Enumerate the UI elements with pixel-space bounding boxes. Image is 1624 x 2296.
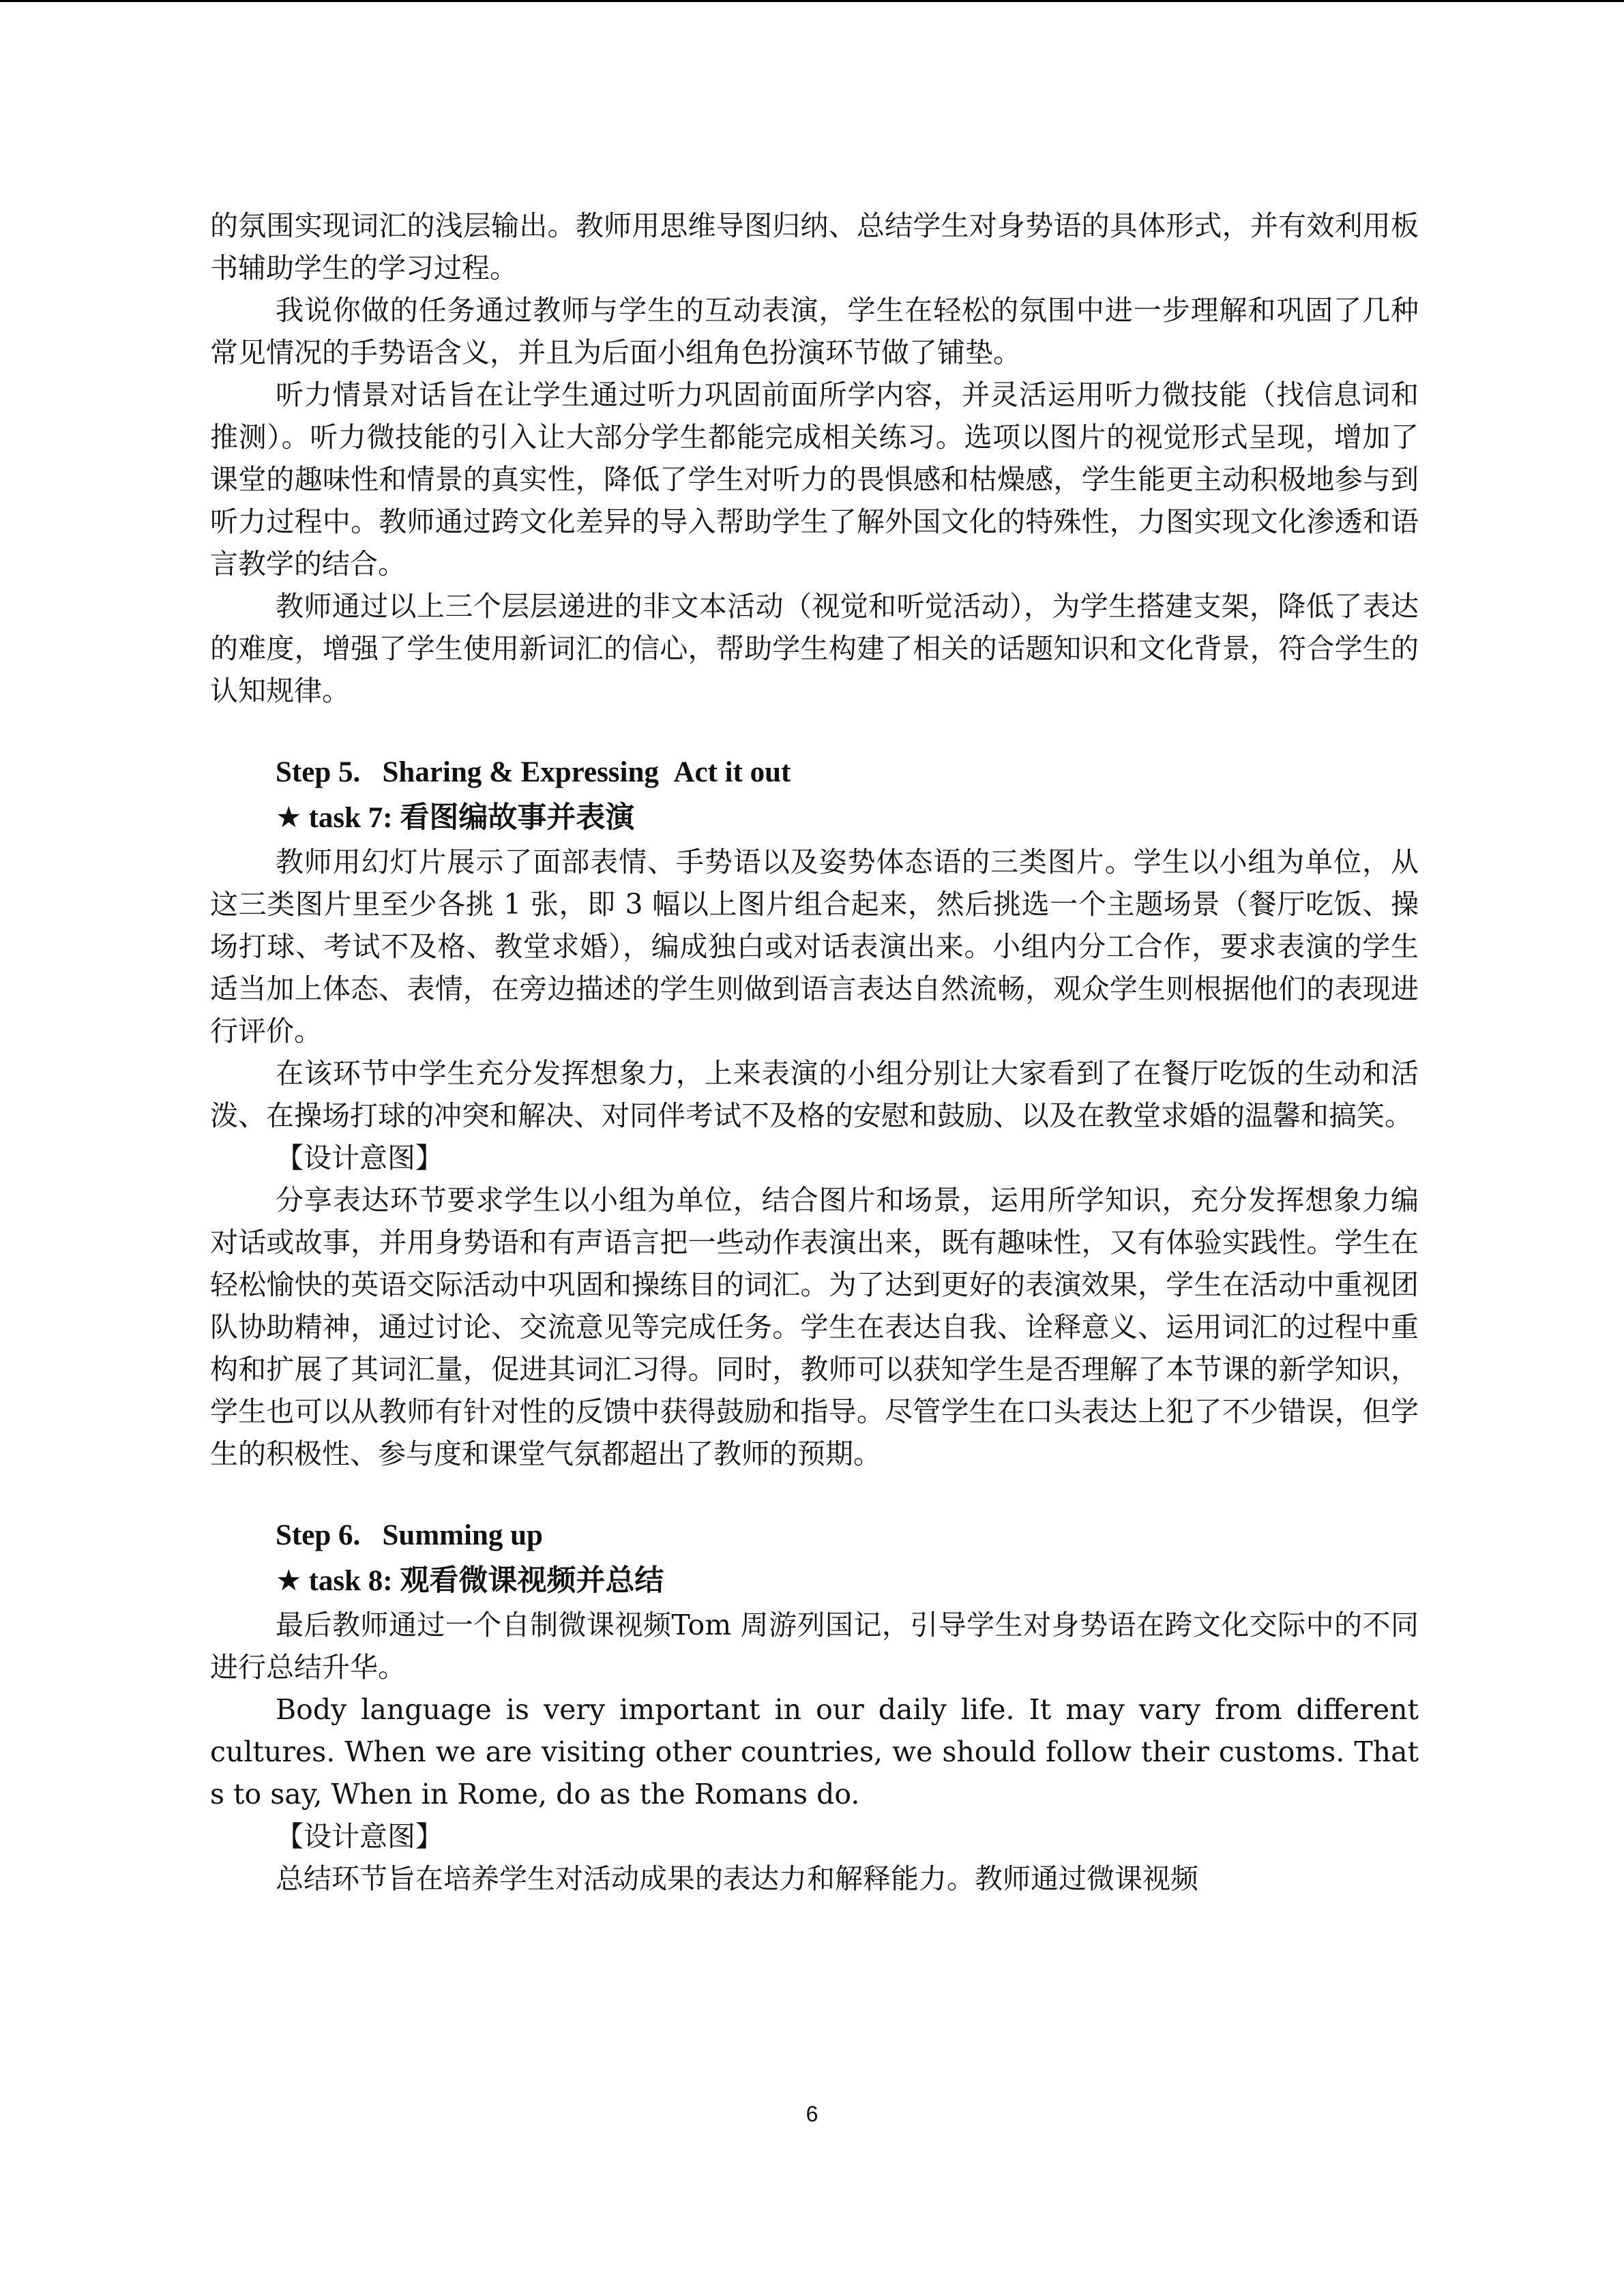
paragraph-6: 在该环节中学生充分发挥想象力，上来表演的小组分别让大家看到了在餐厅吃饭的生动和活泼、在操场打球的冲突和解决、对同伴考试不及格的安慰和鼓励、以及在教堂求婚的温馨和搞笑。 <box>210 1057 1419 1132</box>
task-7-title: task 7: 看图编故事并表演 <box>308 802 635 834</box>
top-border-line <box>0 0 1624 2</box>
paragraph-10: 总结环节旨在培养学生对活动成果的表达力和解释能力。教师通过微课视频 <box>276 1862 1198 1895</box>
paragraph-5: 教师用幻灯片展示了面部表情、手势语以及姿势体态语的三类图片。学生以小组为单位，从这三类图片里至少各挑 1 张，即 3 幅以上图片组合起来，然后挑选一个主题场景（餐厅吃饭、操场打球、考试不及格、教堂求婚），编成独白或对话表演出来。小组内分工合作，要求表演的学生适当加上体态、表情，在旁边描述的学生则做到语言表达自然流畅，观众学生则根据他们的表现进行评价。 <box>210 846 1419 1047</box>
star-icon: ★ <box>276 1564 302 1598</box>
document-page <box>210 205 1419 1900</box>
paragraph-8: 最后教师通过一个自制微课视频Tom 周游列国记，引导学生对身势语在跨文化交际中的不同进行总结升华。 <box>210 1609 1419 1684</box>
page-number: 6 <box>806 2102 818 2126</box>
paragraph-4: 教师通过以上三个层层递进的非文本活动（视觉和听觉活动），为学生搭建支架，降低了表达的难度，增强了学生使用新词汇的信心，帮助学生构建了相关的话题知识和文化背景，符合学生的认知规律。 <box>210 590 1419 707</box>
paragraph-2: 我说你做的任务通过教师与学生的互动表演，学生在轻松的氛围中进一步理解和巩固了几种常见情况的手势语含义，并且为后面小组角色扮演环节做了铺垫。 <box>210 294 1419 369</box>
star-icon: ★ <box>276 801 302 835</box>
paragraph-1: 的氛围实现词汇的浅层输出。教师用思维导图归纳、总结学生对身势语的具体形式，并有效利用板书辅助学生的学习过程。 <box>210 209 1419 284</box>
task-8-heading <box>276 1558 1419 1604</box>
design-intent-label-1: 【设计意图】 <box>276 1142 443 1174</box>
task-8-title: task 8: 观看微课视频并总结 <box>308 1565 664 1597</box>
task-7-heading <box>276 795 1419 841</box>
step-5-heading: Step 5. Sharing & Expressing Act it out <box>276 756 791 788</box>
paragraph-3: 听力情景对话旨在让学生通过听力巩固前面所学内容，并灵活运用听力微技能（找信息词和推测）。听力微技能的引入让大部分学生都能完成相关练习。选项以图片的视觉形式呈现，增加了课堂的趣味性和情景的真实性，降低了学生对听力的畏惧感和枯燥感，学生能更主动积极地参与到听力过程中。教师通过跨文化差异的导入帮助学生了解外国文化的特殊性，力图实现文化渗透和语言教学的结合。 <box>210 378 1419 580</box>
paragraph-9: Body language is very important in our daily life. It may vary from different cultures. When we are visiting other countries, we should follow their customs. That s to say, When in Rome, do as the Romans do. <box>210 1693 1419 1810</box>
paragraph-7: 分享表达环节要求学生以小组为单位，结合图片和场景，运用所学知识，充分发挥想象力编对话或故事，并用身势语和有声语言把一些动作表演出来，既有趣味性，又有体验实践性。学生在轻松愉快的英语交际活动中巩固和操练目的词汇。为了达到更好的表演效果，学生在活动中重视团队协助精神，通过讨论、交流意见等完成任务。学生在表达自我、诠释意义、运用词汇的过程中重构和扩展了其词汇量，促进其词汇习得。同时，教师可以获知学生是否理解了本节课的新学知识，学生也可以从教师有针对性的反馈中获得鼓励和指导。尽管学生在口头表达上犯了不少错误，但学生的积极性、参与度和课堂气氛都超出了教师的预期。 <box>210 1184 1419 1470</box>
step-6-heading: Step 6. Summing up <box>276 1519 543 1551</box>
design-intent-label-2: 【设计意图】 <box>276 1820 443 1853</box>
